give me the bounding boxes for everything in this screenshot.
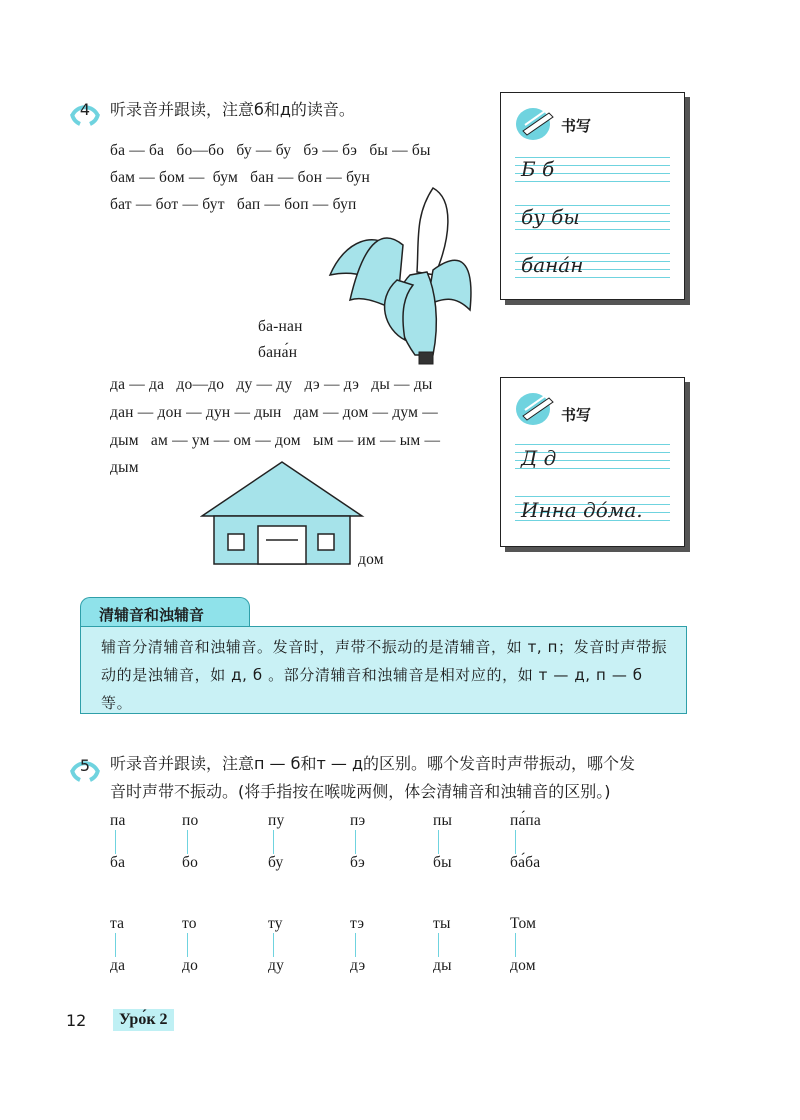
- pair-pe-be: [350, 812, 410, 872]
- pair-bottom: бэ: [350, 854, 365, 871]
- script-line-2: бу бы: [521, 205, 580, 229]
- d-line-1: да — да до—до ду — ду дэ — дэ ды — ды: [110, 376, 433, 393]
- pair-top: пэ: [350, 812, 366, 829]
- pair-top: па́па: [510, 812, 541, 829]
- pair-top: тэ: [350, 915, 365, 932]
- pair-bottom: ду: [268, 957, 285, 974]
- pair-bottom: бо: [182, 854, 199, 871]
- note-title: 清辅音和浊辅音: [99, 606, 205, 624]
- pair-bottom: бы: [433, 854, 452, 871]
- d-line-4: дым: [110, 459, 139, 476]
- exercise-5-badge: [72, 752, 98, 778]
- banana-caption-syllables: ба-нан: [258, 318, 303, 335]
- d-line-3: дым ам — ум — ом — дом ым — им — ым —: [110, 432, 441, 449]
- pair-ty-dy: [433, 915, 493, 975]
- banana-caption-word: бана́н: [258, 344, 298, 361]
- d-line-2: дан — дон — дун — дын дам — дом — дум —: [110, 404, 438, 421]
- pair-top: па: [110, 812, 126, 829]
- pair-ta-da: [110, 915, 170, 975]
- writing-box-title: 书写: [561, 117, 592, 135]
- writing-box-b: [500, 92, 685, 300]
- pair-bottom: ды: [433, 957, 452, 974]
- pair-pu-bu: [268, 812, 328, 872]
- pair-top: то: [182, 915, 197, 932]
- exercise-number: 5: [79, 755, 91, 775]
- b-line-3: бат — бот — бут бап — боп — буп: [110, 196, 357, 213]
- page-number: 12: [66, 1011, 87, 1030]
- pair-py-by: [433, 812, 493, 872]
- script-line-1: Д д: [521, 446, 557, 470]
- script-line-3: бана́н: [521, 253, 584, 277]
- pen-icon: [515, 107, 557, 141]
- script-line-2: Инна до́ма.: [521, 498, 643, 522]
- pair-bottom: ба́ба: [510, 854, 541, 871]
- script-line-1: Б б: [521, 157, 555, 181]
- banana-illustration: [315, 180, 485, 370]
- pair-te-de: [350, 915, 410, 975]
- note-body: 辅音分清辅音和浊辅音。发音时，声带不振动的是清辅音，如 т, п；发音时声带振动的是浊辅音，如 д, б 。部分清辅音和浊辅音是相对应的，如 т — д, п — б 等。: [101, 638, 668, 712]
- lesson-label: Уро́к 2: [113, 1009, 174, 1031]
- b-line-1: ба — ба бо—бо бу — бу бэ — бэ бы — бы: [110, 142, 431, 159]
- b-line-2: бам — бом — бум бан — бон — бун: [110, 169, 371, 186]
- pair-papa-baba: [510, 812, 570, 872]
- exercise-5-instruction-1: 听录音并跟读，注意п — б和т — д的区别。哪个发音时声带振动，哪个发: [110, 754, 636, 773]
- exercise-4-badge: [72, 96, 98, 122]
- pair-bottom: да: [110, 957, 126, 974]
- house-caption: дом: [358, 551, 384, 568]
- pair-top: пу: [268, 812, 285, 829]
- pair-po-bo: [182, 812, 242, 872]
- pair-top: пы: [433, 812, 453, 829]
- writing-box-title: 书写: [561, 406, 592, 424]
- house-illustration: [200, 460, 365, 570]
- pair-bottom: до: [182, 957, 199, 974]
- pair-pa-ba: [110, 812, 170, 872]
- exercise-5-instruction-2: 音时声带不振动。(将手指按在喉咙两侧，体会清辅音和浊辅音的区别。): [110, 782, 611, 801]
- writing-box-d: [500, 377, 685, 547]
- pair-bottom: дэ: [350, 957, 366, 974]
- pair-top: Том: [510, 915, 537, 932]
- exercise-number: 4: [79, 99, 91, 119]
- pair-top: ту: [268, 915, 283, 932]
- pair-to-do: [182, 915, 242, 975]
- note-tab: [80, 597, 250, 628]
- pair-bottom: дом: [510, 957, 536, 974]
- pair-tu-du: [268, 915, 328, 975]
- note-box: [80, 626, 687, 714]
- pair-bottom: ба: [110, 854, 126, 871]
- pen-icon: [515, 392, 557, 426]
- pair-top: ты: [433, 915, 451, 932]
- pair-tom-dom: [510, 915, 570, 975]
- exercise-4-instruction: 听录音并跟读，注意б和д的读音。: [110, 100, 355, 119]
- pair-bottom: бу: [268, 854, 284, 871]
- pair-top: та: [110, 915, 125, 932]
- pair-top: по: [182, 812, 199, 829]
